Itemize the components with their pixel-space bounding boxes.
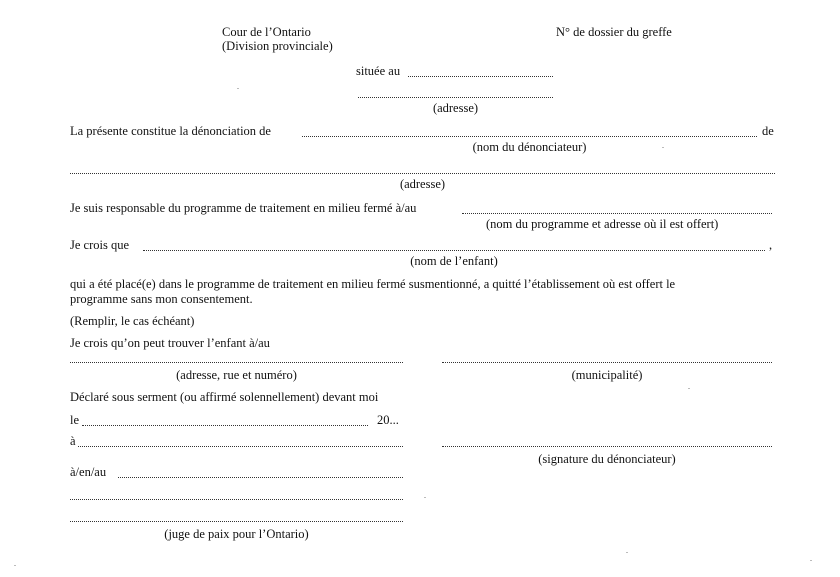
informant-address-caption: (adresse)	[399, 177, 446, 191]
scan-speck	[237, 88, 239, 89]
signature-line[interactable]	[442, 446, 772, 447]
justice-caption: (juge de paix pour l’Ontario)	[164, 527, 309, 541]
informant-name-line[interactable]	[302, 136, 757, 137]
program-caption: (nom du programme et adresse où il est offert)	[486, 217, 719, 231]
justice-signature-line[interactable]	[70, 521, 403, 522]
scan-speck	[626, 552, 628, 553]
informant-name-caption: (nom du dénonciateur)	[472, 140, 587, 154]
jurisdiction-line-2[interactable]	[70, 499, 403, 500]
optional-note: (Remplir, le cas échéant)	[70, 314, 195, 328]
court-address-line-1[interactable]	[408, 76, 553, 77]
find-child-text: Je crois qu’on peut trouver l’enfant à/au	[70, 336, 270, 350]
street-address-caption: (adresse, rue et numéro)	[176, 368, 297, 382]
date-line[interactable]	[82, 425, 368, 426]
a-en-au-label: à/en/au	[70, 465, 107, 479]
program-text: Je suis responsable du programme de traitement en milieu fermé à/au	[70, 201, 417, 215]
informant-de-text: de	[762, 124, 774, 138]
scan-speck	[14, 565, 16, 566]
court-file-number-label: N° de dossier du greffe	[556, 25, 672, 39]
scan-speck	[662, 147, 664, 148]
child-paragraph-line-1: qui a été placé(e) dans le programme de traitement en milieu fermé susmentionné, a quitté l’établissement où est offert le	[70, 277, 676, 291]
program-line[interactable]	[462, 213, 772, 214]
informant-address-line[interactable]	[70, 173, 775, 174]
year-label: 20...	[377, 413, 399, 427]
date-le-label: le	[70, 413, 80, 427]
located-at-label: située au	[356, 64, 401, 78]
court-division: (Division provinciale)	[222, 39, 333, 53]
child-municipality-line[interactable]	[442, 362, 772, 363]
scan-speck	[810, 560, 812, 561]
child-paragraph-line-2: programme sans mon consentement.	[70, 292, 253, 306]
informant-lead-text: La présente constitue la dénonciation de	[70, 124, 271, 138]
court-address-caption: (adresse)	[432, 101, 479, 115]
signature-caption: (signature du dénonciateur)	[538, 452, 676, 466]
child-name-caption: (nom de l’enfant)	[410, 254, 498, 268]
court-address-line-2[interactable]	[358, 97, 553, 98]
child-name-line[interactable]	[143, 250, 765, 251]
municipality-caption: (municipalité)	[571, 368, 643, 382]
court-name: Cour de l’Ontario	[222, 25, 311, 39]
jurisdiction-line[interactable]	[118, 477, 403, 478]
place-a-label: à	[70, 434, 76, 448]
child-lead-text: Je crois que	[70, 238, 130, 252]
child-comma: ,	[769, 238, 773, 252]
scan-speck	[424, 497, 426, 498]
sworn-text: Déclaré sous serment (ou affirmé solennellement) devant moi	[70, 390, 379, 404]
scan-speck	[688, 388, 690, 389]
place-line[interactable]	[78, 446, 403, 447]
child-street-address-line[interactable]	[70, 362, 403, 363]
